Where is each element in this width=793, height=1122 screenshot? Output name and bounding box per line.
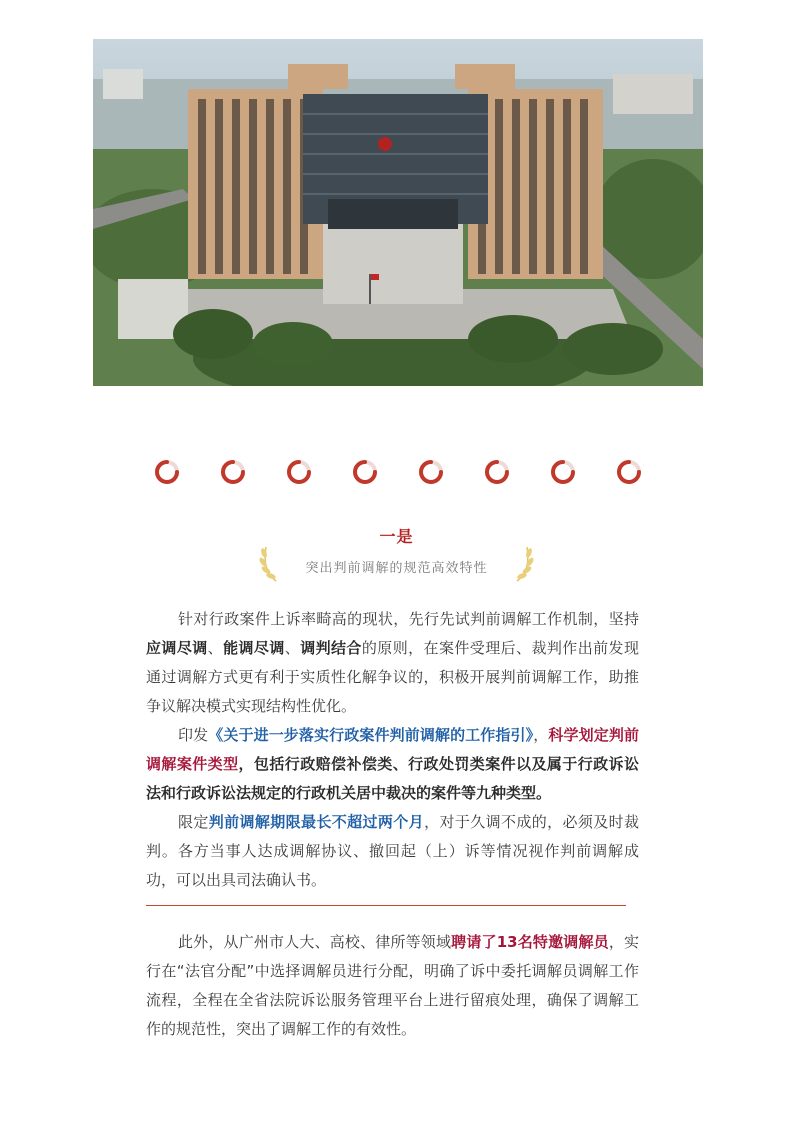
spinner-icon — [416, 457, 446, 487]
divider — [146, 905, 626, 906]
spinner-icon — [218, 457, 248, 487]
bold-text: ，包括行政赔偿补偿类、行政处罚类案件以及属于行政诉讼法和行政诉讼法规定的行政机关居中裁决的案件等九种类型。 — [146, 755, 639, 802]
bold-text: 调判结合 — [300, 639, 362, 657]
spinner-icon — [614, 457, 644, 487]
spinner-icon — [548, 457, 578, 487]
paragraph-3 — [146, 808, 639, 895]
text: ， — [533, 726, 549, 744]
text: 、 — [207, 639, 224, 657]
body-text-lower — [146, 928, 639, 1044]
bold-text: 能调尽调 — [223, 639, 285, 657]
decorative-loading-row — [150, 457, 650, 491]
paragraph-2 — [146, 721, 639, 808]
text: 此外，从广州市人大、高校、律所等领域 — [178, 933, 452, 951]
highlight-text: 判前调解期限最长不超过两个月 — [208, 813, 425, 831]
spinner-icon — [284, 457, 314, 487]
paragraph-1 — [146, 605, 639, 721]
court-building-photo — [93, 39, 703, 386]
text: 的原则，在案件受理后、裁判作出前发现通过调解方式更有利于实质性化解争议的，积极开展判前调解工作，助推争议解决模式实现结构性优化。 — [146, 639, 639, 715]
section-title: 一是 — [379, 527, 414, 546]
text: 限定 — [178, 813, 209, 831]
highlight-text: 科学划定判前调解案件类型 — [146, 726, 639, 773]
text: ，对于久调不成的，必须及时裁判。各方当事人达成调解协议、撤回起（上）诉等情况视作判前调解成功，可以出具司法确认书。 — [146, 813, 639, 889]
text: ，实行在“法官分配”中选择调解员进行分配，明确了诉中委托调解员调解工作流程，全程在全省法院诉讼服务管理平台上进行留痕处理，确保了调解工作的规范性，突出了调解工作的有效性。 — [146, 933, 639, 1038]
text: 、 — [284, 639, 301, 657]
laurel-right-icon — [509, 543, 535, 583]
spinner-icon — [152, 457, 182, 487]
section-subtitle-block — [258, 543, 535, 583]
text: 针对行政案件上诉率畸高的现状，先行先试判前调解工作机制，坚持 — [178, 610, 639, 628]
body-text-upper — [146, 605, 639, 895]
text: 印发 — [178, 726, 209, 744]
bold-text: 应调尽调 — [146, 639, 208, 657]
highlight-text: 聘请了13名特邀调解员 — [451, 933, 609, 951]
spinner-icon — [350, 457, 380, 487]
document-title: 《关于进一步落实行政案件判前调解的工作指引》 — [208, 726, 534, 744]
paragraph-4 — [146, 928, 639, 1044]
spinner-icon — [482, 457, 512, 487]
section-subtitle: 突出判前调解的规范高效特性 — [305, 561, 488, 576]
